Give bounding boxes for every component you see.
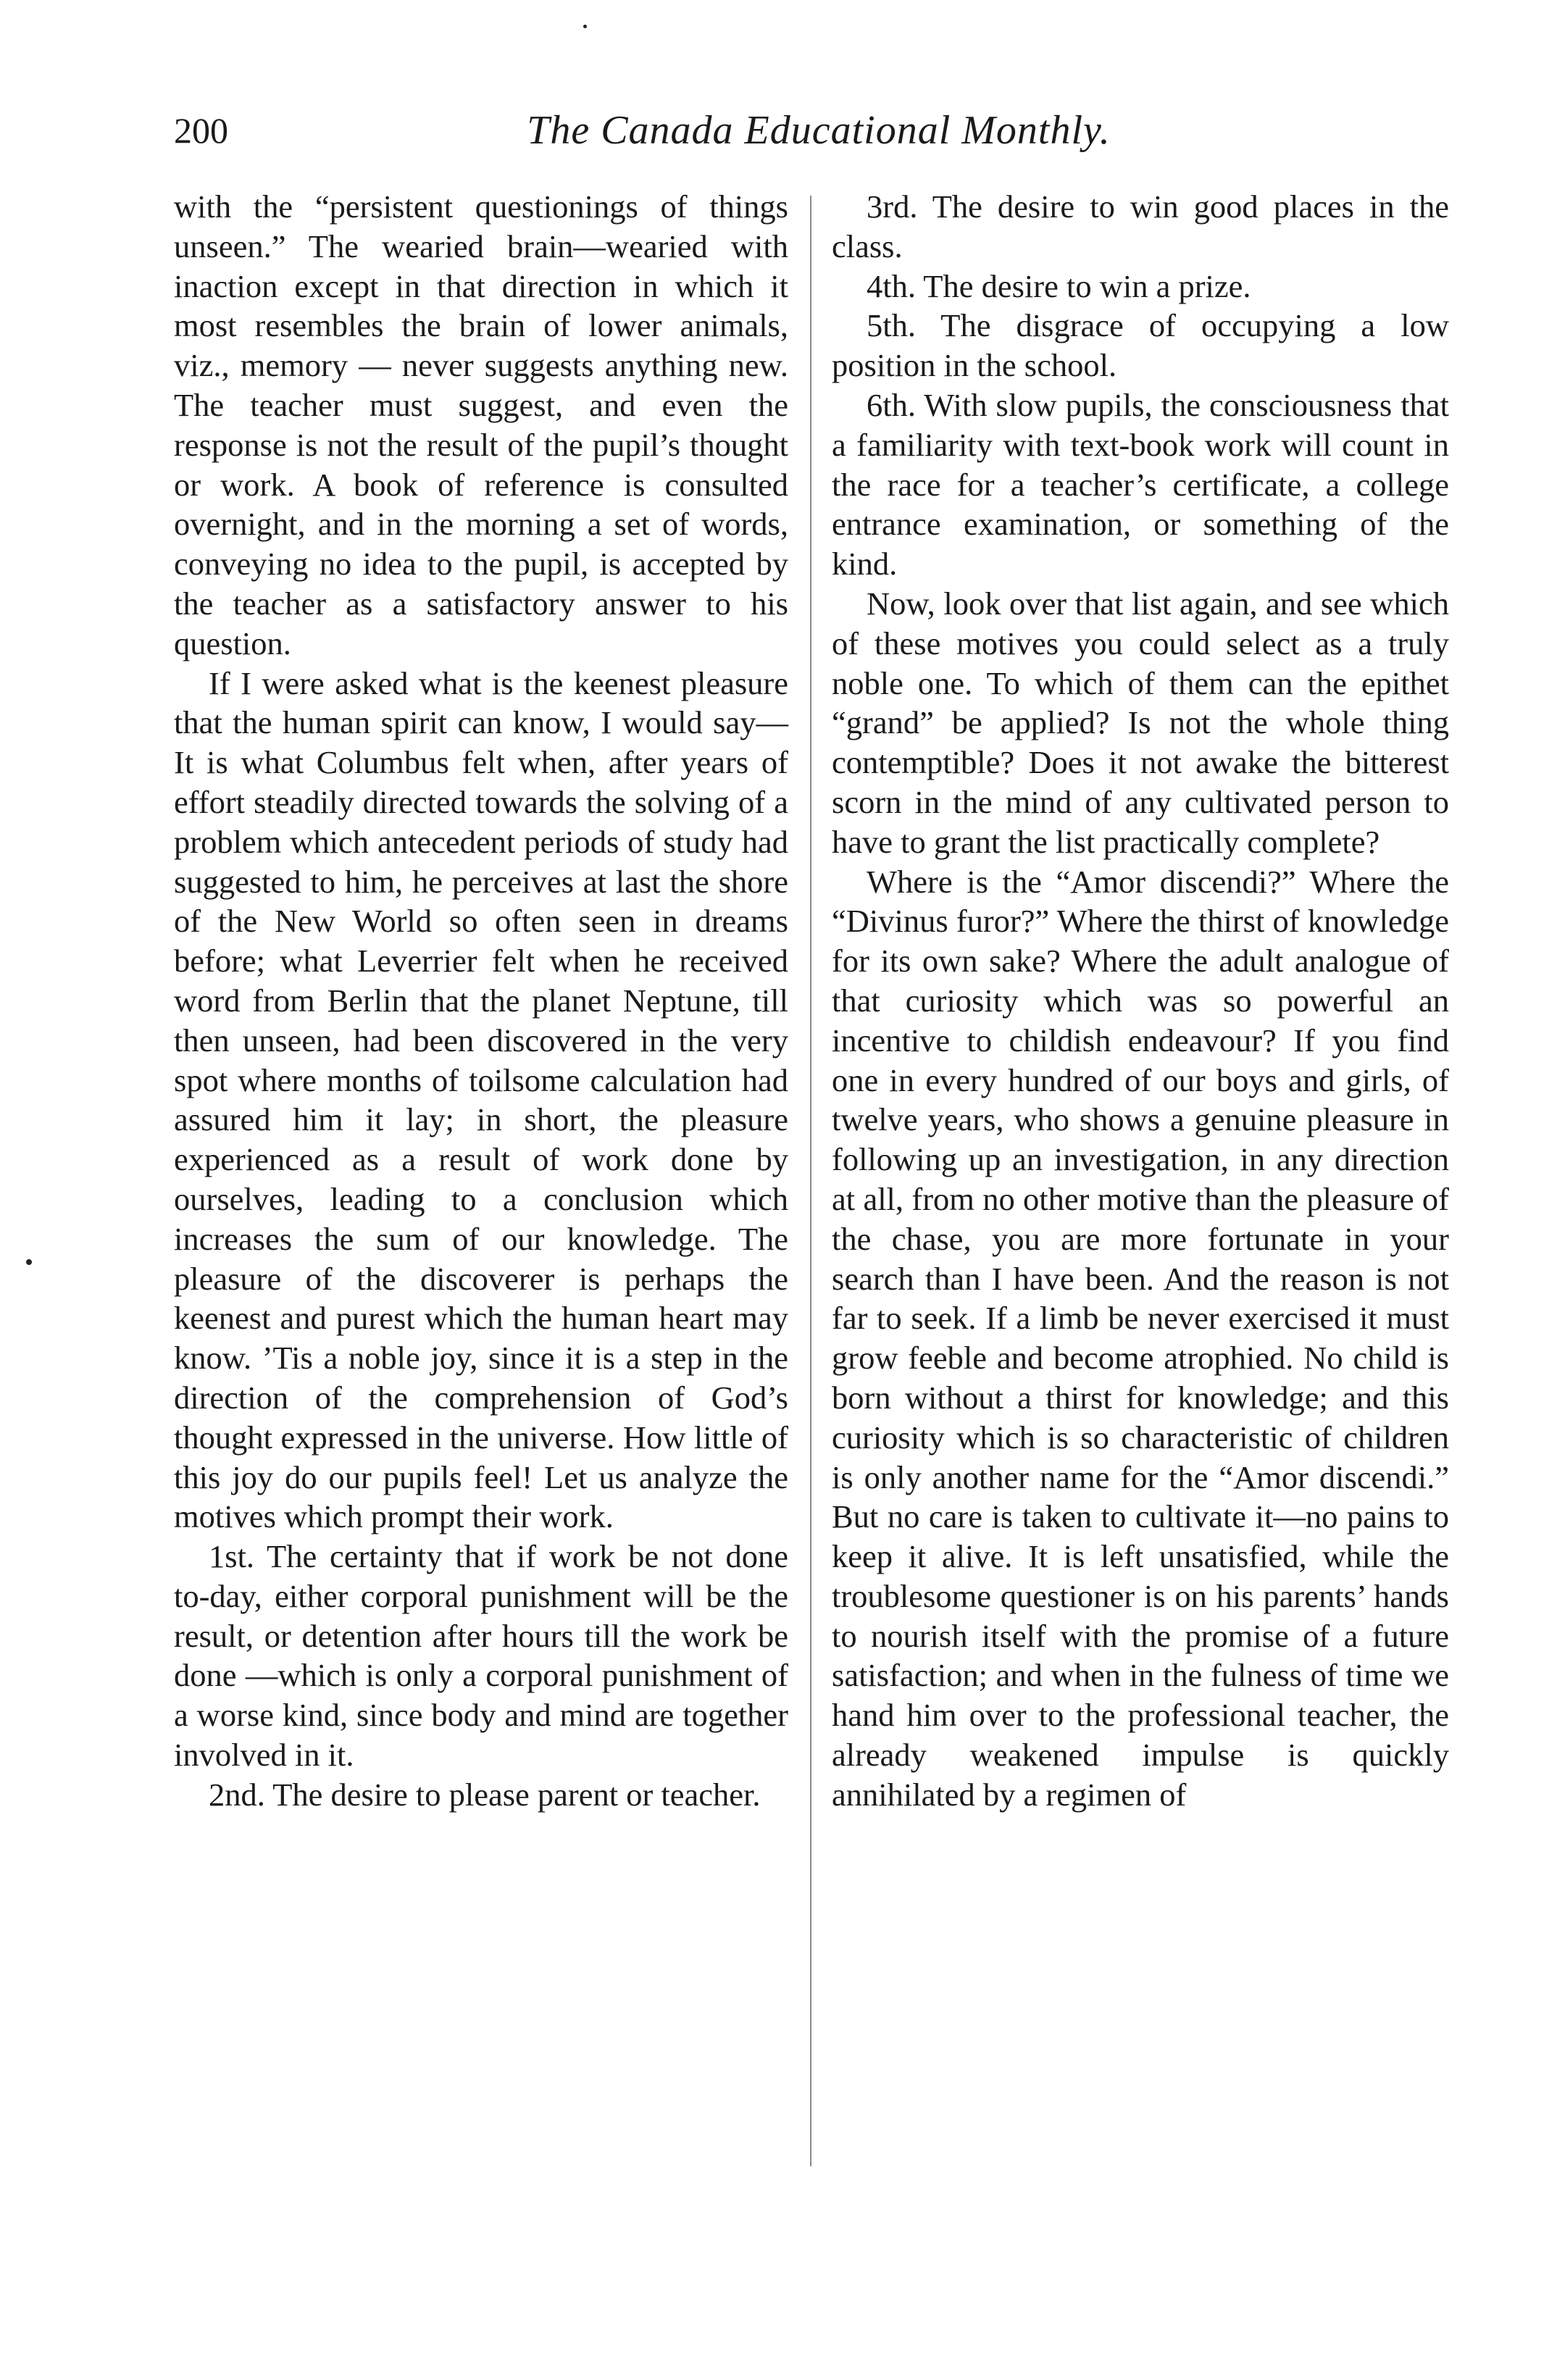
motive-4th: 4th. The desire to win a prize. — [867, 267, 1251, 304]
column-divider — [810, 196, 811, 2166]
ink-speck-margin — [26, 1259, 32, 1265]
journal-title: The Canada Educational Monthly. — [527, 108, 1111, 153]
running-head — [174, 101, 1464, 159]
motive-5th: 5th. The disgrace of occupying a low position in the school. — [832, 307, 1449, 384]
left-column — [174, 187, 788, 1815]
paragraph-look-over-list: Now, look over that list again, and see which of these motives you could select as a truly noble one. To which of them can the epithet “grand” be applied? Is not the whole thing contemptible? Does it not awake the bitterest scorn in the mind of any cultivated person to have to grant the list practically complete? — [832, 585, 1449, 860]
motive-3rd: 3rd. The desire to win good places in the class. — [832, 188, 1449, 264]
paragraph-keenest-pleasure: If I were asked what is the keenest pleasure that the human spirit can know, I would say—It is what Columbus felt when, after years of effort steadily directed towards the solving of a problem which antecedent periods of study had suggested to him, he perceives at last the shore of the New World so often seen in dreams before; what Leverrier felt when he received word from Berlin that the planet Neptune, till then unseen, had been discovered in the very spot where months of toilsome calculation had assured him it lay; in short, the pleasure experienced as a result of work done by ourselves, leading to a conclusion which increases the sum of our knowledge. The pleasure of the discoverer is perhaps the keenest and purest which the human heart may know. ’Tis a noble joy, since it is a step in the direction of the comprehension of God’s thought expressed in the universe. How little of this joy do our pupils feel! Let us analyze the motives which prompt their work. — [174, 664, 788, 1535]
motive-1st: 1st. The certainty that if work be not done to-day, either corporal punishment will be the result, or detention after hours till the work be done —which is only a corporal punishment of a worse kind, since body and mind are together involved in it. — [174, 1538, 788, 1774]
right-column — [832, 187, 1449, 1815]
paragraph-continued: with the “persistent questionings of things unseen.” The wearied brain—wearied with inaction except in that direction in which it most resembles the brain of lower animals, viz., memory — never suggests anything new. The teacher must suggest, and even the response is not the result of the pupil’s thought or work. A book of reference is consulted overnight, and in the morning a set of words, conveying no idea to the pupil, is accepted by the teacher as a satisfactory answer to his question. — [174, 188, 788, 661]
ink-speck-top — [583, 25, 587, 28]
motive-6th: 6th. With slow pupils, the consciousness that a familiarity with text-book work will count in the race for a teacher’s certificate, a college entrance examination, or something of the kind. — [832, 386, 1449, 583]
paragraph-amor-discendi: Where is the “Amor discendi?” Where the “Divinus furor?” Where the thirst of knowledge for its own sake? Where the adult analogue of that curiosity which was so powerful an incentive to childish endeavour? If you find one in every hundred of our boys and girls, of twelve years, who shows a genuine pleasure in following up an investigation, in any direction at all, from no other motive than the pleasure of the chase, you are more fortunate in your search than I have been. And the reason is not far to seek. If a limb be never exercised it must grow feeble and become atrophied. No child is born without a thirst for knowledge; and this curiosity which is so characteristic of children is only another name for the “Amor discendi.” But no care is taken to cultivate it—no pains to keep it alive. It is left unsatisfied, while the troublesome questioner is on his parents’ hands to nourish itself with the promise of a future satisfaction; and when in the fulness of time we hand him over to the professional teacher, the already weakened impulse is quickly annihilated by a regimen of — [832, 863, 1449, 1813]
motive-2nd: 2nd. The desire to please parent or teacher. — [209, 1776, 761, 1813]
page-number: 200 — [174, 110, 228, 151]
